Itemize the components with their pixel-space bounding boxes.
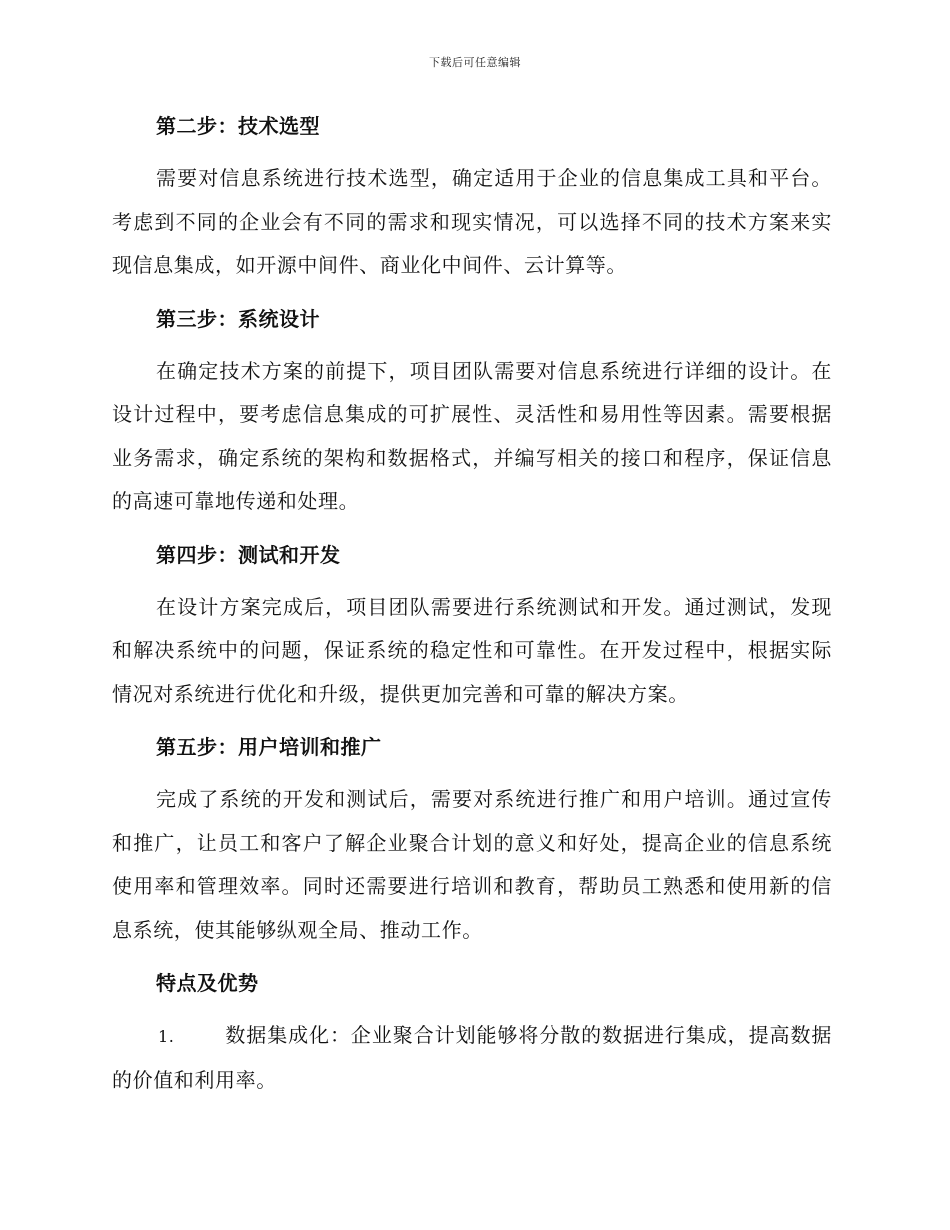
section-heading-step-4: 第四步：测试和开发 <box>156 542 341 567</box>
section-paragraph-step-2: 需要对信息系统进行技术选型，确定适用于企业的信息集成工具和平台。考虑到不同的企业会有不同的需求和现实情况，可以选择不同的技术方案来实现信息集成，如开源中间件、商业化中间件、云计算等。 <box>112 166 832 277</box>
list-item-number: 1. <box>158 1027 175 1046</box>
section-heading-step-2: 第二步：技术选型 <box>156 114 320 138</box>
section-paragraph-step-3: 在确定技术方案的前提下，项目团队需要对信息系统进行详细的设计。在设计过程中，要考虑信息集成的可扩展性、灵活性和易用性等因素。需要根据业务需求，确定系统的架构和数据格式，并编写相关的接口和程序，保证信息的高速可靠地传递和处理。 <box>112 358 832 513</box>
list-item <box>112 1014 832 1102</box>
page-header: 下载后可任意编辑 <box>429 56 521 69</box>
section-paragraph-step-5: 完成了系统的开发和测试后，需要对系统进行推广和用户培训。通过宣传和推广，让员工和客户了解企业聚合计划的意义和好处，提高企业的信息系统使用率和管理效率。同时还需要进行培训和教育，帮助员工熟悉和使用新的信息系统，使其能够纵观全局、推动工作。 <box>112 787 832 942</box>
section-heading-step-3: 第三步：系统设计 <box>156 306 320 331</box>
document-body <box>112 105 832 1102</box>
features-heading: 特点及优势 <box>156 971 259 995</box>
list-item-text: 数据集成化：企业聚合计划能够将分散的数据进行集成，提高数据的价值和利用率。 <box>112 1023 832 1092</box>
section-heading-step-5: 第五步：用户培训和推广 <box>156 735 382 759</box>
section-paragraph-step-4: 在设计方案完成后，项目团队需要进行系统测试和开发。通过测试，发现和解决系统中的问题，保证系统的稳定性和可靠性。在开发过程中，根据实际情况对系统进行优化和升级，提供更加完善和可靠的解决方案。 <box>112 594 832 706</box>
